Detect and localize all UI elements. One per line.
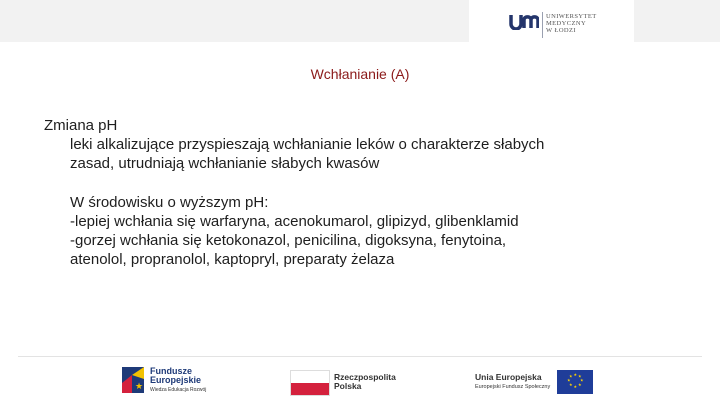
eu-flag-icon: [557, 370, 593, 394]
svg-text:★: ★: [578, 382, 582, 387]
slide-body: [44, 116, 544, 269]
logo-text: [546, 13, 597, 34]
logo-line-3: W ŁODZI: [546, 27, 576, 34]
fe-line-2: Europejskie: [150, 375, 202, 385]
body-line: leki alkalizujące przyspieszają wchłanianie leków o charakterze słabych: [70, 136, 545, 153]
svg-text:★: ★: [580, 377, 584, 383]
body-line: zasad, utrudniają wchłanianie słabych kwasów: [70, 155, 380, 172]
logo-divider: [542, 12, 543, 38]
rp-line-1: Rzeczpospolita: [334, 372, 396, 382]
svg-text:★: ★: [578, 373, 582, 379]
logo-line-1: UNIWERSYTET: [546, 13, 597, 20]
body-line: -gorzej wchłania się ketokonazol, penicilina, digoksyna, fenytoina,: [70, 232, 507, 249]
svg-text:★: ★: [573, 372, 578, 377]
body-line: -lepiej wchłania się warfaryna, acenokumarol, glipizyd, glibenklamid: [70, 213, 519, 230]
logo-line-2: MEDYCZNY: [546, 20, 587, 27]
svg-text:★: ★: [135, 381, 144, 391]
ue-label: Unia Europejska: [475, 372, 542, 382]
svg-text:★: ★: [573, 384, 578, 389]
ue-sub-label: Europejski Fundusz Społeczny: [475, 384, 551, 390]
slide-title: Wchłanianie (A): [310, 66, 410, 82]
polish-flag-icon: [290, 370, 330, 396]
rp-label: [334, 373, 396, 391]
fe-sub-label: Wiedza Edukacja Rozwój: [150, 387, 207, 393]
um-logo-mark: [509, 12, 539, 35]
body-heading: Zmiana pH: [44, 117, 118, 134]
fe-label: [150, 367, 201, 385]
footer-divider: [18, 356, 702, 357]
fundusze-europejskie-icon: [120, 365, 146, 400]
svg-text:★: ★: [567, 377, 571, 383]
svg-text:★: ★: [569, 382, 573, 387]
body-line: W środowisku o wyższym pH:: [70, 194, 269, 211]
funding-footer: [0, 362, 720, 402]
body-line: atenolol, propranolol, kaptopryl, preparaty żelaza: [70, 251, 395, 268]
svg-text:★: ★: [569, 373, 573, 379]
fe-line-1: Fundusze: [150, 366, 192, 376]
university-logo: [469, 0, 634, 42]
rp-line-2: Polska: [334, 381, 362, 391]
